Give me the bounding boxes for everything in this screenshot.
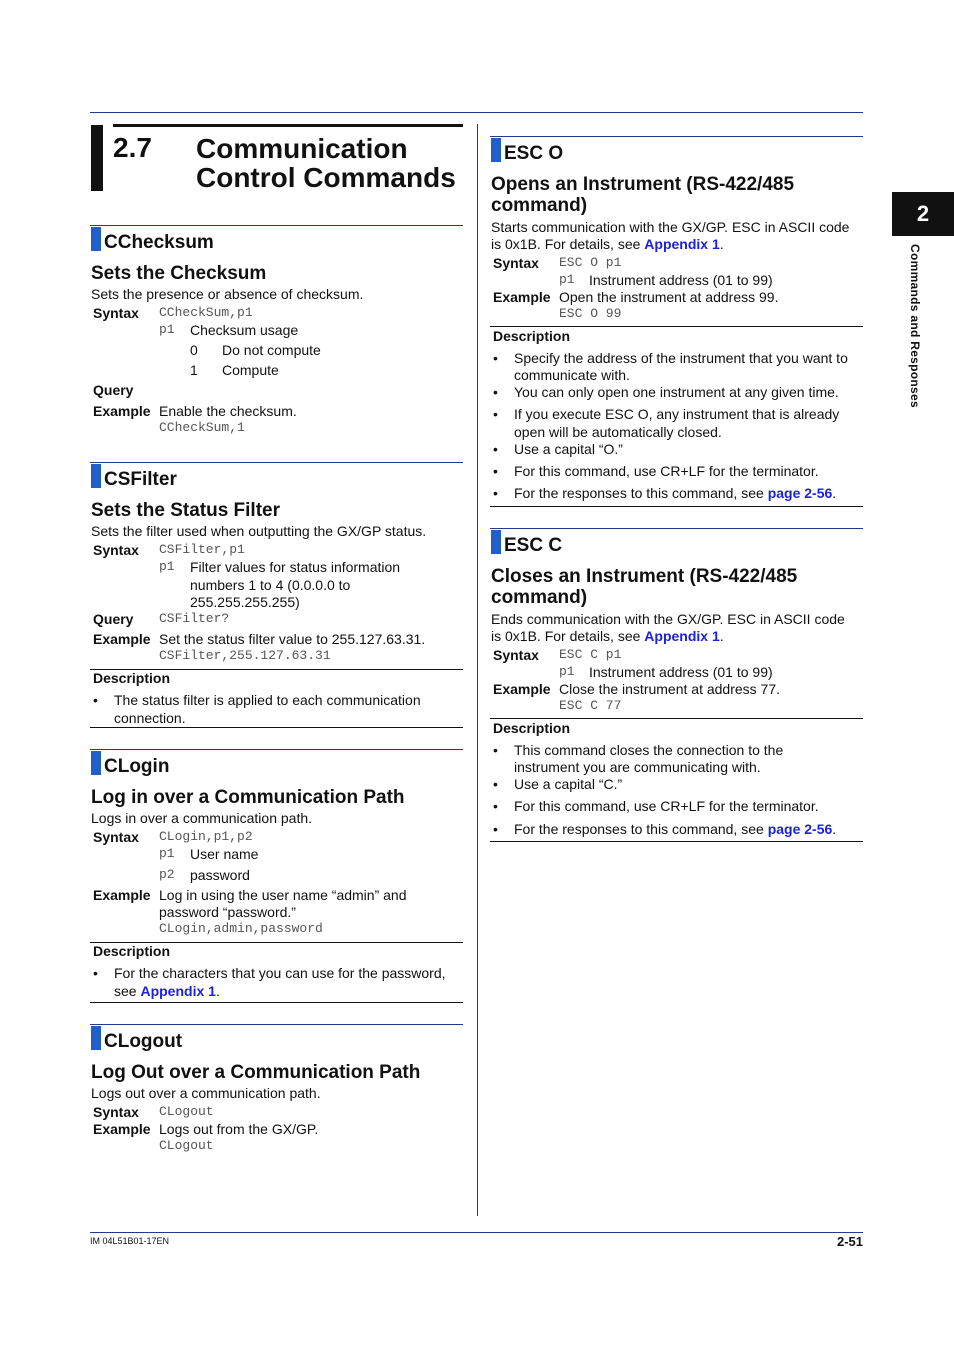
section-title-line1: Communication [196,133,408,164]
text: . [719,236,724,252]
param-desc: 255.255.255.255) [190,594,300,610]
text: . [215,983,220,999]
option-value: 0 [190,342,198,358]
param-desc: Instrument address (01 to 99) [589,664,773,680]
example-label: Example [493,289,551,305]
example-code: ESC O 99 [559,306,622,321]
option-desc: Compute [222,362,279,378]
example-code: ESC C 77 [559,698,622,713]
description-item: If you execute ESC O, any instrument that is already [514,406,840,422]
text: . [832,821,837,837]
cmd-summary: Ends communication with the GX/GP. ESC in ASCII code [491,611,845,627]
cmd-marker [491,530,501,554]
cmd-summary: Logs in over a communication path. [91,810,313,826]
cmd-rule [90,225,463,226]
page-link[interactable]: page 2-56 [767,821,833,837]
text: . [832,485,837,501]
appendix-link[interactable]: Appendix 1 [140,983,216,999]
description-end-rule [90,727,463,728]
param-desc: Filter values for status information [190,559,401,575]
example-text: Open the instrument at address 99. [559,289,779,305]
cmd-rule [90,462,463,463]
description-end-rule [490,841,863,842]
cmd-heading: Log Out over a Communication Path [91,1062,421,1083]
cmd-heading: Sets the Checksum [91,263,267,284]
cmd-title-clogout: CLogout [104,1031,183,1052]
appendix-link[interactable]: Appendix 1 [644,236,720,252]
cmd-title-esc-c: ESC C [504,535,563,556]
example-label: Example [93,631,151,647]
cmd-title-esc-o: ESC O [504,143,564,164]
text: For the responses to this command, see [514,485,768,501]
cmd-title-csfilter: CSFilter [104,469,177,490]
bullet: • [493,776,498,792]
example-code: CSFilter,255.127.63.31 [159,648,331,663]
syntax-code: CCheckSum,p1 [159,305,253,320]
description-item: For this command, use CR+LF for the terminator. [514,463,819,479]
example-text: Enable the checksum. [159,403,297,419]
syntax-label: Syntax [493,647,539,663]
param-desc: User name [190,846,259,862]
example-text: Close the instrument at address 77. [559,681,781,697]
section-bar [91,125,103,191]
description-rule [490,718,863,719]
example-code: CLogout [159,1138,214,1153]
syntax-label: Syntax [93,829,139,845]
description-end-rule [490,506,863,507]
bullet: • [493,798,498,814]
cmd-heading: Log in over a Communication Path [91,787,405,808]
description-item: Use a capital “C.” [514,776,623,792]
section-number: 2.7 [113,132,152,163]
bullet: • [493,463,498,479]
bullet: • [493,350,498,366]
syntax-code: CSFilter,p1 [159,542,245,557]
example-code: CLogin,admin,password [159,921,323,936]
bullet: • [493,742,498,758]
description-item: The status filter is applied to each communication [114,692,421,708]
cmd-heading: command) [491,587,588,608]
cmd-title-cchecksum: CChecksum [104,232,214,253]
bullet: • [493,384,498,400]
cmd-marker [91,227,101,251]
cmd-summary: Sets the filter used when outputting the GX/GP status. [91,523,427,539]
description-label: Description [493,328,571,344]
param-desc: Instrument address (01 to 99) [589,272,773,288]
description-item: For the characters that you can use for the password, [114,965,446,981]
description-item: open will be automatically closed. [514,424,722,440]
cmd-title-clogin: CLogin [104,756,170,777]
description-item: Use a capital “O.” [514,441,623,457]
doc-id: IM 04L51B01-17EN [90,1236,170,1246]
description-item [514,821,836,838]
example-label: Example [93,887,151,903]
cmd-summary: Starts communication with the GX/GP. ESC in ASCII code [491,219,850,235]
param-name: p1 [159,846,175,861]
column-separator [477,124,478,1216]
cmd-rule [490,528,863,529]
bullet: • [493,441,498,457]
section-rule [113,124,463,127]
example-label: Example [493,681,551,697]
cmd-marker [91,751,101,775]
cmd-summary [491,236,724,253]
cmd-marker [91,464,101,488]
description-rule [490,326,863,327]
syntax-label: Syntax [93,542,139,558]
text: see [114,983,141,999]
bullet: • [493,821,498,837]
cmd-rule [490,136,863,137]
text: is 0x1B. For details, see [491,628,645,644]
example-text: Set the status filter value to 255.127.63.31. [159,631,426,647]
description-item: instrument you are communicating with. [514,759,761,775]
param-desc: Checksum usage [190,322,299,338]
description-item: This command closes the connection to the [514,742,784,758]
example-text: password “password.” [159,904,296,920]
cmd-heading: command) [491,195,588,216]
description-label: Description [493,720,571,736]
param-name: p1 [159,559,175,574]
cmd-summary: Logs out over a communication path. [91,1085,321,1101]
description-item: communicate with. [514,367,630,383]
bullet: • [493,406,498,422]
cmd-rule [90,749,463,750]
param-name: p1 [559,272,575,287]
chapter-side-label: Commands and Responses [908,244,922,408]
page-number: 2-51 [836,1234,863,1249]
description-item: You can only open one instrument at any given time. [514,384,839,400]
text: For the responses to this command, see [514,821,768,837]
example-label: Example [93,403,151,419]
example-code: CCheckSum,1 [159,420,245,435]
syntax-code: ESC O p1 [559,255,622,270]
query-label: Query [93,382,134,398]
cmd-heading: Sets the Status Filter [91,500,280,521]
example-label: Example [93,1121,151,1137]
description-item: connection. [114,710,186,726]
option-value: 1 [190,362,198,378]
cmd-marker [491,138,501,162]
appendix-link[interactable]: Appendix 1 [644,628,720,644]
param-name: p2 [159,867,175,882]
description-end-rule [90,1002,463,1003]
description-item: Specify the address of the instrument that you want to [514,350,848,366]
option-desc: Do not compute [222,342,321,358]
cmd-marker [91,1026,101,1050]
param-desc: password [190,867,250,883]
bullet: • [493,485,498,501]
chapter-tab[interactable]: 2 [892,192,954,236]
example-text: Log in using the user name “admin” and [159,887,407,903]
page-link[interactable]: page 2-56 [767,485,833,501]
footer-rule [90,1232,863,1233]
section-title-line2: Control Commands [196,162,456,193]
syntax-code: CLogin,p1,p2 [159,829,253,844]
bullet: • [93,965,98,981]
query-label: Query [93,611,134,627]
param-name: p1 [559,664,575,679]
description-item: For this command, use CR+LF for the terminator. [514,798,819,814]
cmd-summary [491,628,724,645]
syntax-label: Syntax [93,1104,139,1120]
header-rule [90,112,863,113]
text: . [719,628,724,644]
param-name: p1 [159,322,175,337]
cmd-rule [90,1024,463,1025]
description-item [114,983,220,1000]
syntax-label: Syntax [93,305,139,321]
bullet: • [93,692,98,708]
param-desc: numbers 1 to 4 (0.0.0.0 to [190,577,351,593]
query-code: CSFilter? [159,611,230,626]
text: is 0x1B. For details, see [491,236,645,252]
syntax-label: Syntax [493,255,539,271]
example-text: Logs out from the GX/GP. [159,1121,319,1137]
description-item [514,485,836,502]
description-label: Description [93,943,171,959]
syntax-code: ESC C p1 [559,647,622,662]
cmd-heading: Closes an Instrument (RS-422/485 [491,566,798,587]
description-label: Description [93,670,171,686]
syntax-code: CLogout [159,1104,214,1119]
cmd-heading: Opens an Instrument (RS-422/485 [491,174,795,195]
cmd-summary: Sets the presence or absence of checksum. [91,286,364,302]
